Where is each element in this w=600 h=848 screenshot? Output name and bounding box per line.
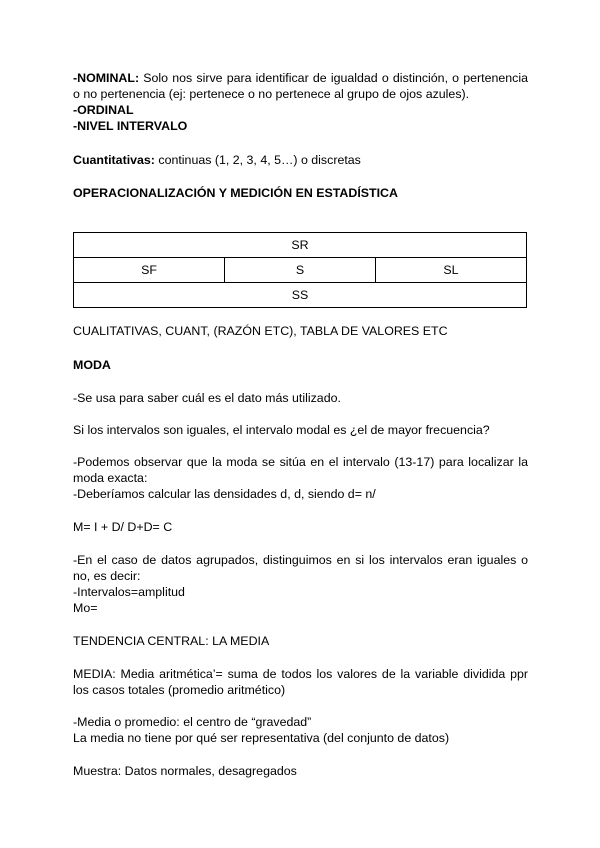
sr-table — [73, 232, 527, 308]
table-cell-s: S — [225, 258, 376, 283]
nominal-paragraph — [73, 70, 528, 102]
moda-paragraph-4: -Deberíamos calcular las densidades d, d, siendo d= n/ — [73, 487, 376, 501]
table-cell-ss: SS — [74, 283, 527, 308]
moda-paragraph-2: Si los intervalos son iguales, el intervalo modal es ¿el de mayor frecuencia? — [73, 423, 490, 437]
ordinal-line: -ORDINAL — [73, 103, 134, 117]
moda-paragraph-1: -Se usa para saber cuál es el dato más utilizado. — [73, 391, 341, 405]
moda-paragraph-3: -Podemos observar que la moda se sitúa en el intervalo (13-17) para localizar la moda exacta: — [73, 455, 528, 485]
moda-heading: MODA — [73, 358, 111, 372]
table-cell-sl: SL — [376, 258, 527, 283]
table-cell-sr: SR — [74, 233, 527, 258]
media-paragraph-1: MEDIA: Media aritmética’= suma de todos los valores de la variable dividida ppr los casos totales (promedio aritmético) — [73, 667, 528, 697]
agrupados-paragraph-2: -Intervalos=amplitud — [73, 585, 185, 599]
nominal-text: Solo nos sirve para identificar de igualdad o distinción, o pertenencia o no pertenencia (ej: pertenece o no pertenece al grupo de ojos azules). — [73, 71, 528, 101]
intervalo-line: -NIVEL INTERVALO — [73, 119, 188, 133]
media-paragraph-2: -Media o promedio: el centro de “gravedad” — [73, 715, 312, 729]
cuantitativas-label: Cuantitativas: — [73, 153, 155, 167]
cualitativas-line: CUALITATIVAS, CUANT, (RAZÓN ETC), TABLA DE VALORES ETC — [73, 324, 448, 338]
muestra-line: Muestra: Datos normales, desagregados — [73, 764, 297, 778]
agrupados-paragraph-1: -En el caso de datos agrupados, distinguimos en si los intervalos eran iguales o no, es decir: — [73, 553, 528, 583]
media-paragraph-3: La media no tiene por qué ser representativa (del conjunto de datos) — [73, 731, 450, 745]
nominal-label: -NOMINAL: — [73, 71, 140, 85]
agrupados-paragraph-3: Mo= — [73, 601, 98, 615]
table-cell-sf: SF — [74, 258, 225, 283]
document-top-section — [73, 70, 528, 201]
cuantitativas-text: continuas (1, 2, 3, 4, 5…) o discretas — [154, 153, 361, 167]
operacionalizacion-heading: OPERACIONALIZACIÓN Y MEDICIÓN EN ESTADÍSTICA — [73, 186, 398, 200]
cuantitativas-line — [73, 152, 528, 168]
document-bottom-section — [73, 323, 528, 779]
formula-line: M= I + D/ D+D= C — [73, 520, 173, 534]
tendencia-heading: TENDENCIA CENTRAL: LA MEDIA — [73, 634, 270, 648]
